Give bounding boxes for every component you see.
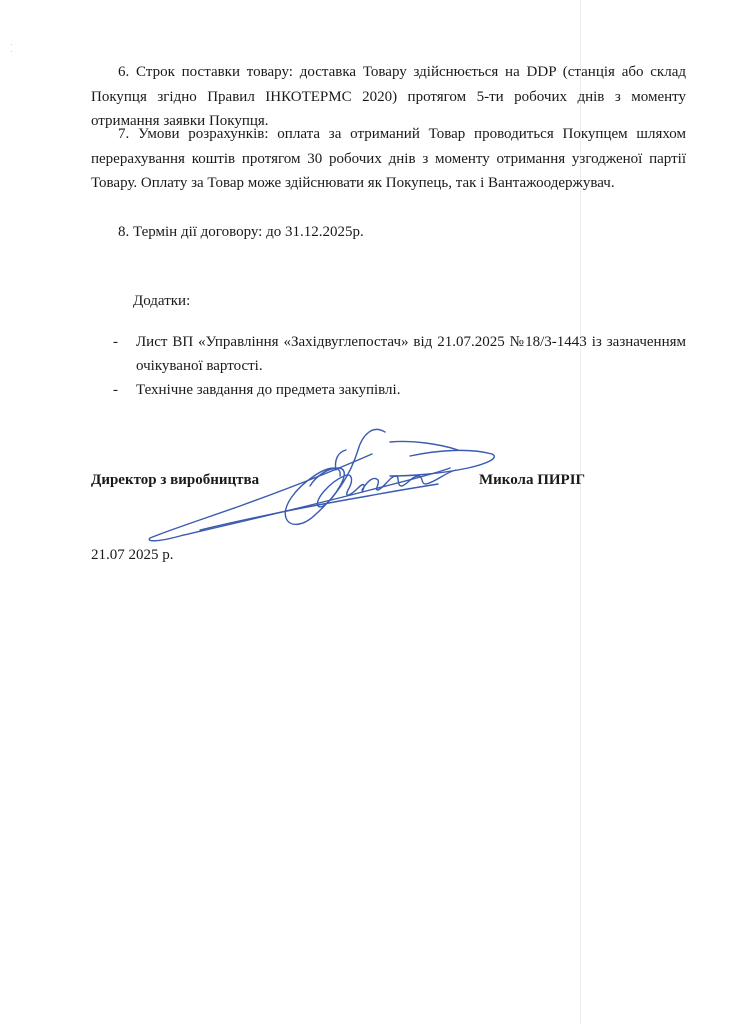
signatory-name: Микола ПИРІГ xyxy=(479,472,586,488)
attachment-text: Лист ВП «Управління «Західвуглепостач» від 21.07.2025 №18/3-1443 із зазначенням очікуваної вартості. xyxy=(136,334,686,374)
attachments-title: Додатки: xyxy=(133,293,191,309)
list-item xyxy=(113,330,686,378)
list-dash: - xyxy=(113,334,118,350)
list-dash: - xyxy=(113,382,118,398)
clause-8-number: 8. xyxy=(118,224,130,240)
handwritten-signature xyxy=(140,410,510,560)
list-item xyxy=(113,378,686,402)
clause-8-text: Термін дії договору: до 31.12.2025р. xyxy=(133,224,364,240)
clause-7-number: 7. xyxy=(118,126,130,142)
clause-8 xyxy=(91,220,686,245)
scan-specks xyxy=(10,44,13,54)
clause-7-text: Умови розрахунків: оплата за отриманий Товар проводиться Покупцем шляхом перерахування коштів протягом 30 робочих днів з моменту отримання узгодженої партії Товару. Оплату за Товар може здійснювати як Покупець, так і Вантажоодержувач. xyxy=(91,126,687,191)
attachment-text: Технічне завдання до предмета закупівлі. xyxy=(136,382,401,398)
signature-date: 21.07 2025 р. xyxy=(91,547,174,563)
signatory-role: Директор з виробництва xyxy=(91,472,260,488)
clause-6-number: 6. xyxy=(118,64,130,80)
clause-7 xyxy=(91,122,686,196)
clause-6-text: Строк поставки товару: доставка Товару здійснюється на DDP (станція або склад Покупця згідно Правил ІНКОТЕРМС 2020) протягом 5-ти робочих днів з моменту отримання заявки Покупця. xyxy=(91,64,686,129)
attachments-list xyxy=(113,330,686,402)
